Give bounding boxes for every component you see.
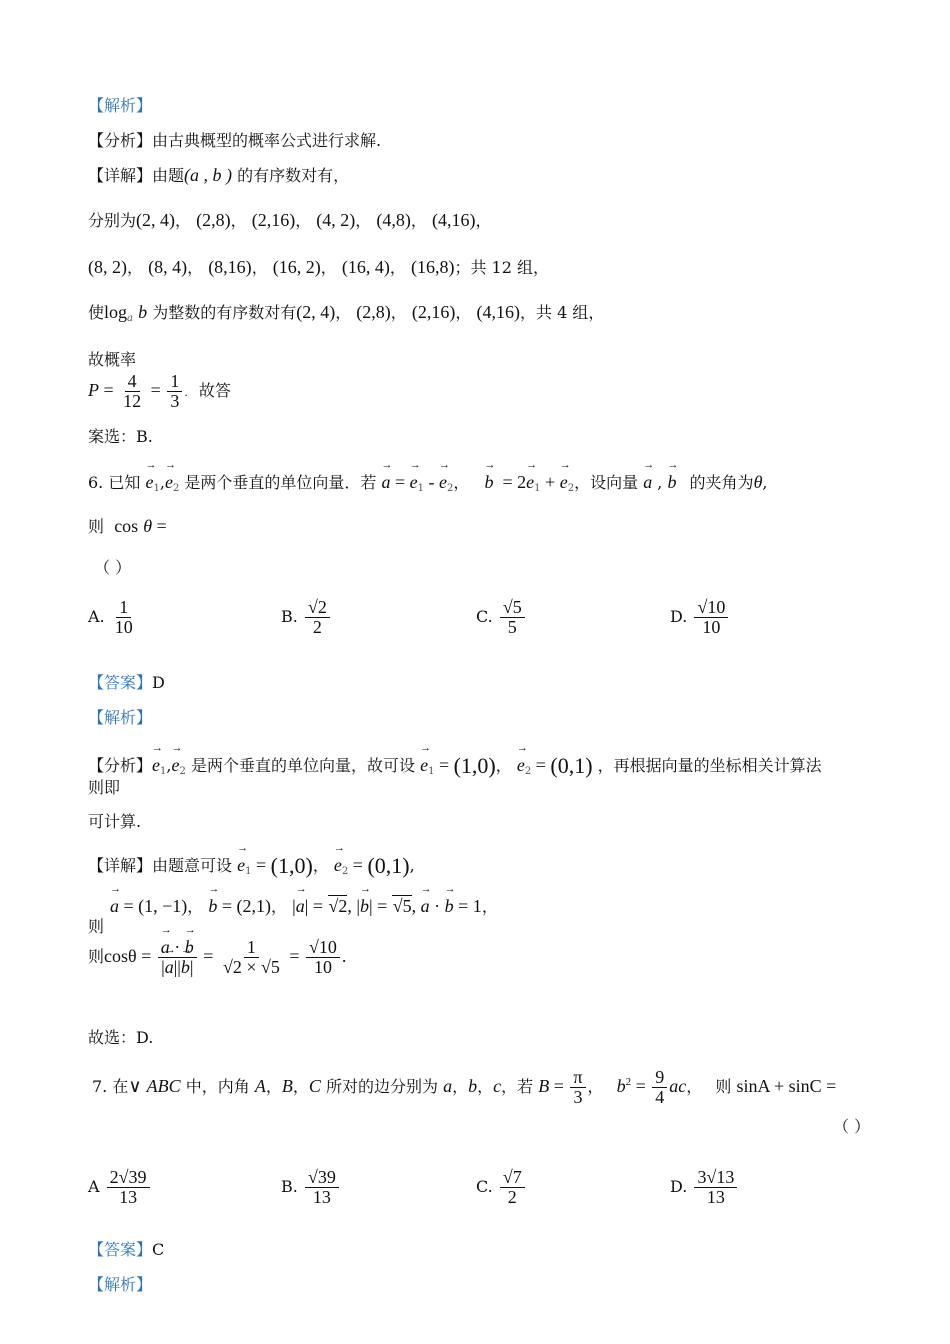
q7-stem: 7. 在∨ ABC 中，内角 A，B，C 所对的边分别为 a，b，c，若 B = $\frac{\pi}{3}$ ， $b^2$ = $\frac{9}{4}$ ac， 则 sinA + sinC = (92, 1067, 837, 1107)
option-label: B. (281, 606, 298, 626)
q6-answer (88, 673, 165, 692)
pair: (8, 2) (88, 257, 127, 277)
q6-fenxi-tail2: 则即 (88, 778, 121, 797)
q5-prob-tail: 故答 (198, 380, 231, 400)
q5-detail-pair: (a , b ) (184, 165, 233, 185)
q6-stem-set: ，设向量 (574, 473, 639, 492)
option-label: D. (670, 606, 688, 626)
q6-stem-pre: 已知 (108, 473, 141, 492)
q6-detail-text: 由题意可设 (152, 856, 233, 875)
option-label: A (88, 1176, 100, 1196)
option-label: D. (670, 1176, 688, 1196)
q5-log-pre: 使 (88, 303, 105, 322)
pair: (4,16) (431, 210, 476, 230)
q5-pairs-row2: (8, 2)， (8, 4)， (8,16)， (16, 2)， (16, 4)， (16,8)；共 12 组， (88, 257, 550, 277)
option-label: C. (476, 606, 493, 626)
q6-option-d[interactable] (670, 598, 730, 637)
q6-fenxi-line2: 可计算. (88, 812, 142, 831)
option-fraction: $\frac{3√13}{13}$ (694, 1168, 737, 1207)
option-label: B. (281, 1176, 298, 1196)
q6-conclusion: 故选：D. (88, 1028, 154, 1047)
fraction: $\frac{√10}{10}$ (306, 938, 340, 977)
q6-option-b[interactable] (281, 598, 332, 637)
option-label: A. (88, 606, 105, 626)
pair: (2,8) (196, 210, 231, 230)
q6-detail: 【详解】由题意可设 → $e_1 = (1,0)$， → $e_2 = (0,1)$, (88, 853, 415, 879)
q5-prob-formula: P = $\frac{4}{12}$ = $\frac{1}{3}$ . 故答 (88, 371, 231, 411)
q7-stem-then: 则 (715, 1076, 732, 1096)
option-fraction: $\frac{2√39}{13}$ (107, 1168, 150, 1207)
pair: (4, 2) (316, 210, 356, 230)
q5-detail-pre: 由题 (152, 166, 185, 185)
q5-fenxi-text: 由古典概型的概率公式进行求解. (152, 131, 382, 150)
q7-option-a[interactable] (88, 1168, 152, 1207)
fraction: $\frac{4}{12}$ (123, 371, 142, 411)
q6-number: 6. (88, 473, 104, 492)
q6-then: 则 (88, 517, 105, 536)
q6-vectors: → a = (1, −1)， → b = (2,1)， |→ a| = √2, |→ b| = √5, → a · → b = 1， (110, 896, 498, 918)
q7-option-b[interactable] (281, 1168, 341, 1207)
q5-prob-label: 故概率 (88, 350, 137, 369)
q6-paren: （ ） (94, 558, 132, 577)
q7-stem-mid: 中，内角 (185, 1076, 250, 1096)
q6-then2: 则 (88, 917, 105, 936)
q6-fenxi-mid: 是两个垂直的单位向量，故可设 (190, 756, 415, 775)
q6-fenxi: 【分析】→ $e_1,\to e_2$ 是两个垂直的单位向量，故可设 → $e_1 = (1,0)$， → $e_2 = (0,1)$ ，再根据向量的坐标相关计算法 (88, 753, 822, 779)
q7-stem-ask: sinA + sinC = (736, 1075, 837, 1096)
q5-row2-tail: ；共 12 组， (454, 258, 550, 277)
q6-then-line: 则 cos θ = (88, 516, 167, 536)
q6-stem-angle: 的夹角为 (689, 473, 754, 492)
q6-fenxi-tail: ，再根据向量的坐标相关计算法 (597, 756, 822, 775)
q5-log-tail: ，共 4 组， (519, 303, 605, 322)
q7-answer-value: C (152, 1240, 165, 1259)
triangle-icon: ∨ (128, 1075, 142, 1096)
pair: (2,8) (356, 302, 391, 322)
option-fraction: $\frac{√39}{13}$ (305, 1168, 339, 1207)
pair: (4,16) (476, 302, 520, 322)
q5-pairs-row1: 分别为(2, 4)， (2,8)， (2,16)， (4, 2)， (4,8)， (4,16)， (88, 210, 492, 230)
option-label: C. (476, 1176, 493, 1196)
q6-answer-tag: 【答案】 (88, 673, 153, 692)
fraction: $\frac{1}{3}$ (167, 372, 182, 411)
q6-analysis-title: 【解析】 (88, 708, 153, 727)
pair: (8, 4) (148, 257, 188, 277)
pair: (8,16) (208, 257, 252, 277)
q6-detail-tag: 【详解】 (88, 856, 153, 875)
q7-option-d[interactable] (670, 1168, 739, 1207)
fraction: $\frac{\pi}{3}$ (570, 1068, 585, 1107)
fraction: $\frac{1}{√2 \times √5}$ (222, 937, 280, 977)
q6-stem-unit: 是两个垂直的单位向量．若 (184, 473, 377, 492)
q5-log-mid: 为整数的有序数对有 (152, 303, 297, 322)
q5-log-line: 使$\log_a b$ 为整数的有序数对有(2, 4)， (2,8)， (2,16)， (4,16)，共 4 组， (88, 302, 605, 324)
pair: (2, 4) (136, 210, 176, 230)
q6-stem: 6. 已知 → $e_1,\to e_2$ 是两个垂直的单位向量．若 → a = → $e_1$ - → $e_2$， → $b = 2\to e_1$ + → $e_2$，设向量 → a , → b 的夹角为θ, (88, 472, 768, 495)
q6-option-a[interactable] (88, 598, 138, 637)
q6-answer-value: D (152, 673, 165, 692)
q6-then3: 则 (88, 946, 105, 966)
pair: (2,16) (411, 302, 456, 322)
option-fraction: $\frac{√7}{2}$ (500, 1168, 525, 1207)
q5-detail (88, 165, 349, 187)
q5-fenxi-tag: 【分析】 (88, 131, 153, 150)
q6-cos-label: cos (114, 516, 139, 536)
pair: (16,8) (410, 257, 455, 277)
q7-answer (88, 1240, 164, 1259)
q6-cos-formula: 则cosθ = → $\frac{a \cdot \to b}{|\to a||\to b|}$ = $\frac{1}{√2 \times √5}$ = $\frac{√10}{10}$ . (88, 938, 346, 977)
fraction: $\frac{9}{4}$ (652, 1068, 667, 1107)
q5-list-intro: 分别为 (88, 211, 137, 230)
pair: (2, 4) (296, 302, 336, 322)
q6-fenxi-tag: 【分析】 (88, 756, 153, 775)
q7-answer-tag: 【答案】 (88, 1240, 153, 1259)
q7-stem-sides: 所对的边分别为 (326, 1076, 439, 1096)
fraction: → $\frac{a \cdot \to b}{|\to a||\to b|}$ (158, 938, 197, 977)
q7-analysis-title: 【解析】 (88, 1275, 153, 1294)
q5-fenxi (88, 131, 381, 150)
q7-stem-if: ，若 (501, 1076, 534, 1096)
q7-stem-pre: 在 (112, 1076, 129, 1096)
pair: (2,16) (251, 210, 296, 230)
pair: (16, 4) (341, 257, 390, 277)
q7-stem-tri: ABC (146, 1075, 181, 1096)
option-fraction: $\frac{√10}{10}$ (694, 598, 728, 637)
q7-number: 7. (92, 1076, 108, 1096)
q5-detail-post: 的有序数对有， (232, 166, 350, 185)
pair: (4,8) (376, 210, 411, 230)
option-fraction: $\frac{1}{10}$ (114, 597, 133, 637)
q7-option-c[interactable] (476, 1168, 527, 1207)
q5-detail-tag: 【详解】 (88, 166, 153, 185)
q5-analysis-title: 【解析】 (88, 96, 153, 115)
q6-option-c[interactable] (476, 598, 527, 637)
option-fraction: $\frac{√2}{2}$ (305, 598, 330, 637)
pair: (16, 2) (272, 257, 321, 277)
q5-answer-line: 案选：B. (88, 427, 153, 446)
option-fraction: $\frac{√5}{5}$ (500, 598, 525, 637)
q7-paren: （ ） (833, 1117, 871, 1136)
